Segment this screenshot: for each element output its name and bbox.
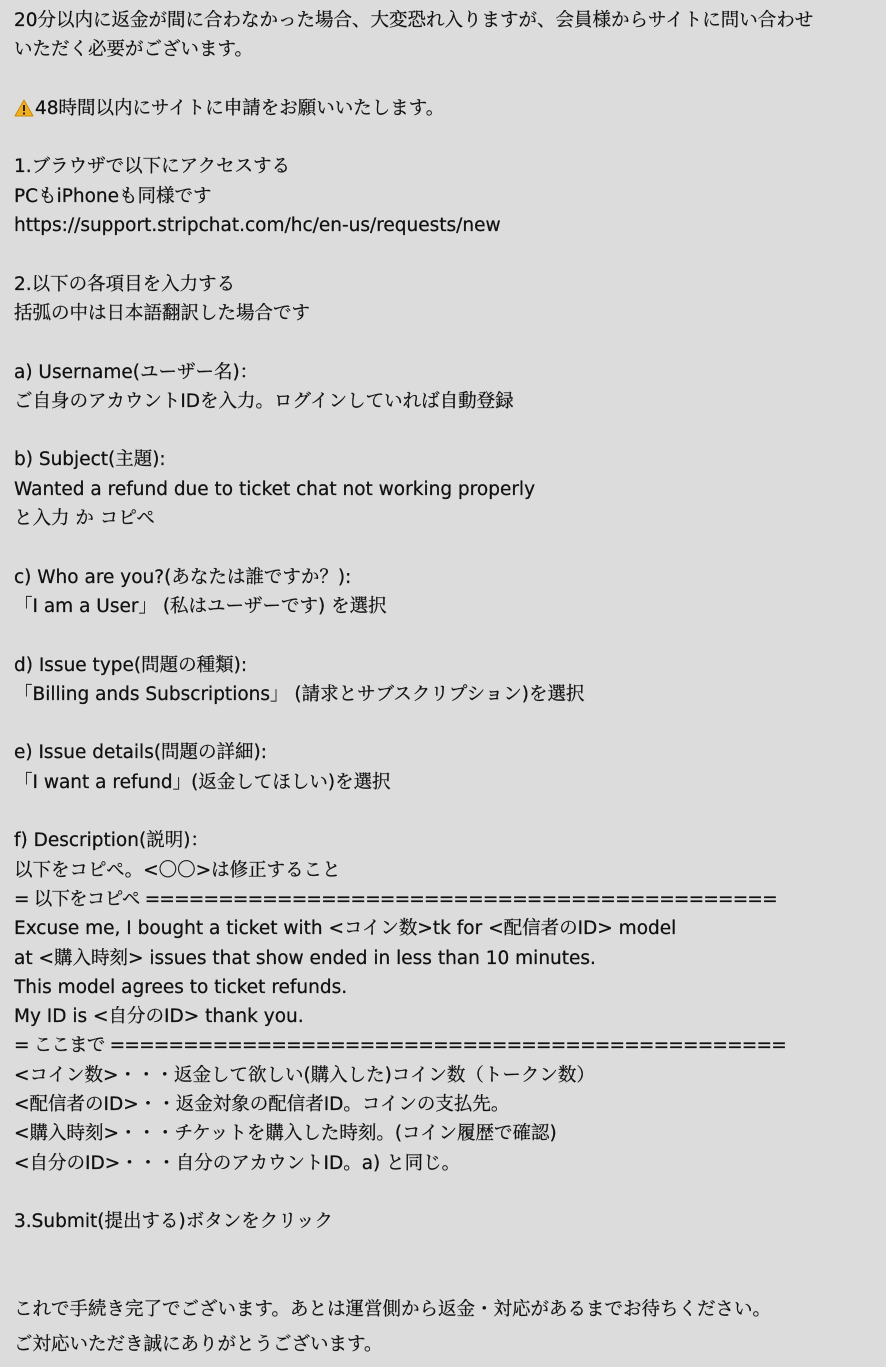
- placeholder-note: <コイン数>・・・返金して欲しい(購入した)コイン数（トークン数）: [14, 1064, 595, 1086]
- blank-line: [14, 1178, 858, 1207]
- placeholder-note: <自分のID>・・・自分のアカウントID。a) と同じ。: [14, 1152, 461, 1174]
- placeholder-note: <購入時刻>・・・チケットを購入した時刻。(コイン履歴で確認): [14, 1123, 557, 1145]
- warning-text: 48時間以内にサイトに申請をお願いいたします。: [35, 97, 445, 119]
- blank-line: [14, 123, 858, 152]
- field-e-label: e) Issue details(問題の詳細):: [14, 742, 268, 764]
- blank-line: [14, 416, 858, 445]
- message-line: at <購入時刻> issues that show ended in less than 10 minutes.: [14, 947, 596, 969]
- blank-line: [14, 709, 858, 738]
- field-a-label: a) Username(ユーザー名)：: [14, 361, 259, 383]
- field-b-desc: と入力 か コピペ: [14, 508, 155, 530]
- closing-line-2: ご対応いただき誠にありがとうございます。: [14, 1334, 383, 1356]
- message-line: This model agrees to ticket refunds.: [14, 976, 348, 998]
- warning-line: [14, 94, 858, 123]
- field-a-desc: ご自身のアカウントIDを入力。ログインしていれば自動登録: [14, 390, 514, 412]
- field-f-label: f) Description(説明)：: [14, 830, 209, 852]
- intro-line-2: いただく必要がございます。: [14, 39, 254, 61]
- blank-line: [14, 533, 858, 562]
- placeholder-note: <配信者のID>・・返金対象の配信者ID。コインの支払先。: [14, 1093, 510, 1115]
- blank-line: [14, 240, 858, 269]
- blank-line: [14, 621, 858, 650]
- field-d-desc: 「Billing ands Subscriptions」 (請求とサブスクリプション)を選択: [14, 683, 585, 705]
- message-line: Excuse me, I bought a ticket with <コイン数>tk for <配信者のID> model: [14, 918, 677, 940]
- message-line: My ID is <自分のID> thank you.: [14, 1006, 304, 1028]
- closing-line-1: これで手続き完了でございます。あとは運営側から返金・対応があるまでお待ちください。: [14, 1299, 772, 1321]
- step3-title: 3.Submit(提出する)ボタンをクリック: [14, 1211, 333, 1233]
- field-b-value: Wanted a refund due to ticket chat not working properly: [14, 478, 536, 500]
- blank-line: [14, 797, 858, 826]
- step2-note: 括弧の中は日本語翻訳した場合です: [14, 302, 311, 324]
- support-url[interactable]: https://support.stripchat.com/hc/en-us/requests/new: [14, 215, 501, 237]
- blank-line: [14, 65, 858, 94]
- field-c-label: c) Who are you?(あなたは誰ですか？):: [14, 566, 352, 588]
- field-d-label: d) Issue type(問題の種類):: [14, 654, 248, 676]
- field-e-desc: 「I want a refund」(返金してほしい)を選択: [14, 771, 391, 793]
- intro-line-1: 20分以内に返金が間に合わなかった場合、大変恐れ入りますが、会員様からサイトに問い合わせ: [14, 10, 814, 31]
- step2-title: 2.以下の各項目を入力する: [14, 273, 236, 295]
- field-b-label: b) Subject(主題):: [14, 449, 166, 471]
- warning-icon: [14, 99, 34, 117]
- field-f-desc: 以下をコピペ。<〇〇>は修正すること: [14, 859, 341, 881]
- step1-note: PCもiPhoneも同様です: [14, 185, 212, 207]
- step1-title: 1.ブラウザで以下にアクセスする: [14, 156, 291, 178]
- copy-start-separator: = 以下をコピペ ===========================================: [14, 888, 777, 910]
- blank-line: [14, 1266, 858, 1295]
- blank-line: [14, 1236, 858, 1265]
- copy-end-separator: = ここまで ==============================================: [14, 1035, 786, 1057]
- field-c-desc: 「I am a User」 (私はユーザーです) を選択: [14, 595, 387, 617]
- blank-line: [14, 328, 858, 357]
